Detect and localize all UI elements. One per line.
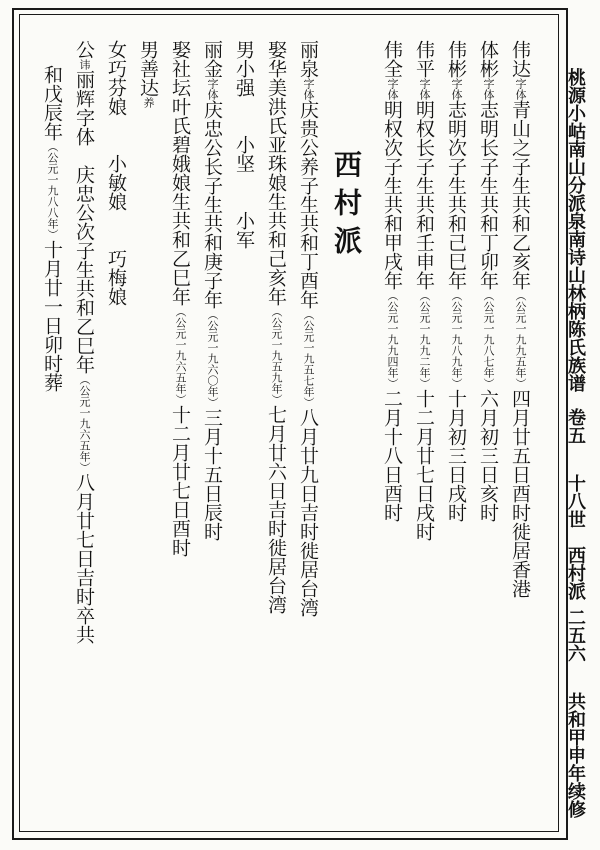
- year-note: （公元一九九二年）: [418, 290, 431, 389]
- entry-text: 娶社坛叶氏碧娥娘生共和乙巳年: [169, 40, 191, 306]
- entry-rest: 三月十五日辰时: [201, 408, 223, 541]
- entry-text: 明权长子生共和壬申年: [413, 100, 435, 290]
- section-title: 西村派: [330, 150, 363, 264]
- entry-column: [382, 40, 401, 522]
- year-note: （公元一九六〇年）: [206, 309, 219, 408]
- entry-name: 女: [105, 40, 127, 59]
- page-header: [562, 16, 596, 816]
- entry-rest: 十二月廿七日酉时: [169, 405, 191, 557]
- entry-text: 巧芬娘 小敏娘 巧梅娘: [105, 59, 127, 306]
- entry-name: 公: [73, 40, 95, 59]
- entry-title: 字体: [450, 78, 463, 100]
- entry-text: 明权次子生共和甲戌年: [381, 100, 403, 290]
- entry-column: [266, 40, 285, 614]
- entry-text: 庆忠公长子生共和庚子年: [201, 100, 223, 309]
- entry-name: 体彬: [477, 40, 499, 78]
- entry-title: 字体: [418, 78, 431, 100]
- entry-rest: 十月初三日戌时: [445, 389, 467, 522]
- book-title: 桃源小岵南山分派泉南诗山林柄陈氏族谱: [565, 68, 586, 392]
- entry-name: 丽金: [201, 40, 223, 78]
- entry-text: 志明次子生共和己巳年: [445, 100, 467, 290]
- year-note: （公元一九八八年）: [46, 141, 59, 240]
- entry-name: 男: [137, 40, 159, 59]
- year-note: （公元一九八七年）: [482, 290, 495, 389]
- entry-column: [74, 40, 93, 644]
- entry-name: 伟达: [509, 40, 531, 78]
- year-note: （公元一九六五年）: [174, 306, 187, 405]
- entry-rest: 十二月廿七日戌时: [413, 389, 435, 541]
- page-number: 二五六: [565, 608, 586, 662]
- entry-name: 男: [233, 40, 255, 59]
- entry-rest: 八月廿九日吉时徙居台湾: [297, 408, 319, 617]
- entry-text: 庆贵公养子生共和丁酉年: [297, 100, 319, 309]
- entry-column: [414, 40, 433, 541]
- entry-rest: 二月十八日酉时: [381, 389, 403, 522]
- entry-column: [170, 40, 189, 557]
- entry-rest: 四月廿五日酉时徙居香港: [509, 389, 531, 598]
- entry-column: [138, 40, 157, 108]
- entry-title: 字体: [302, 78, 315, 100]
- entry-text: 志明长子生共和丁卯年: [477, 100, 499, 290]
- entry-text: 小强 小坚 小军: [233, 59, 255, 249]
- entry-name: 丽泉: [297, 40, 319, 78]
- year-note: （公元一九六五年）: [78, 374, 91, 473]
- entry-text: 娶华美洪氏亚珠娘生共和己亥年: [265, 40, 287, 306]
- year-note: （公元一九五七年）: [302, 309, 315, 408]
- entry-name: 伟彬: [445, 40, 467, 78]
- year-note: （公元一九九四年）: [386, 290, 399, 389]
- entry-column: [202, 40, 221, 541]
- entry-column: [106, 40, 125, 306]
- edition-label: 共和甲申年续修: [565, 692, 586, 818]
- entry-name: 伟平: [413, 40, 435, 78]
- entry-text: 善达: [137, 59, 159, 97]
- entry-column: [234, 40, 253, 249]
- entry-rest: 七月廿六日吉时徙居台湾: [265, 405, 287, 614]
- entry-column: [478, 40, 497, 522]
- year-note: （公元一九九五年）: [514, 290, 527, 389]
- entry-column: [298, 40, 317, 617]
- entry-column: [446, 40, 465, 522]
- year-note: （公元一九八九年）: [450, 290, 463, 389]
- entry-title: 字体: [514, 78, 527, 100]
- entry-rest: 八月廿七日吉时卒共: [73, 473, 95, 644]
- entry-title: 字体: [482, 78, 495, 100]
- entry-column: [510, 40, 529, 598]
- entry-name: 和戊辰年: [41, 65, 63, 141]
- entry-title: 讳: [78, 59, 91, 70]
- year-note: （公元一九五九年）: [270, 306, 283, 405]
- entry-title: 字体: [206, 78, 219, 100]
- entry-rest: 六月初三日亥时: [477, 389, 499, 522]
- entry-name: 伟全: [381, 40, 403, 78]
- year-note: 养: [142, 97, 155, 108]
- volume-label: 卷五: [565, 408, 586, 444]
- entry-text: 丽辉字体 庆忠公次子生共和乙巳年: [73, 70, 95, 374]
- entry-text: 青山之子生共和乙亥年: [509, 100, 531, 290]
- section-label: 十八世 西村派: [565, 474, 586, 600]
- entry-rest: 十月廿一日卯时葬: [41, 240, 63, 392]
- entry-title: 字体: [386, 78, 399, 100]
- entry-column: [42, 65, 61, 392]
